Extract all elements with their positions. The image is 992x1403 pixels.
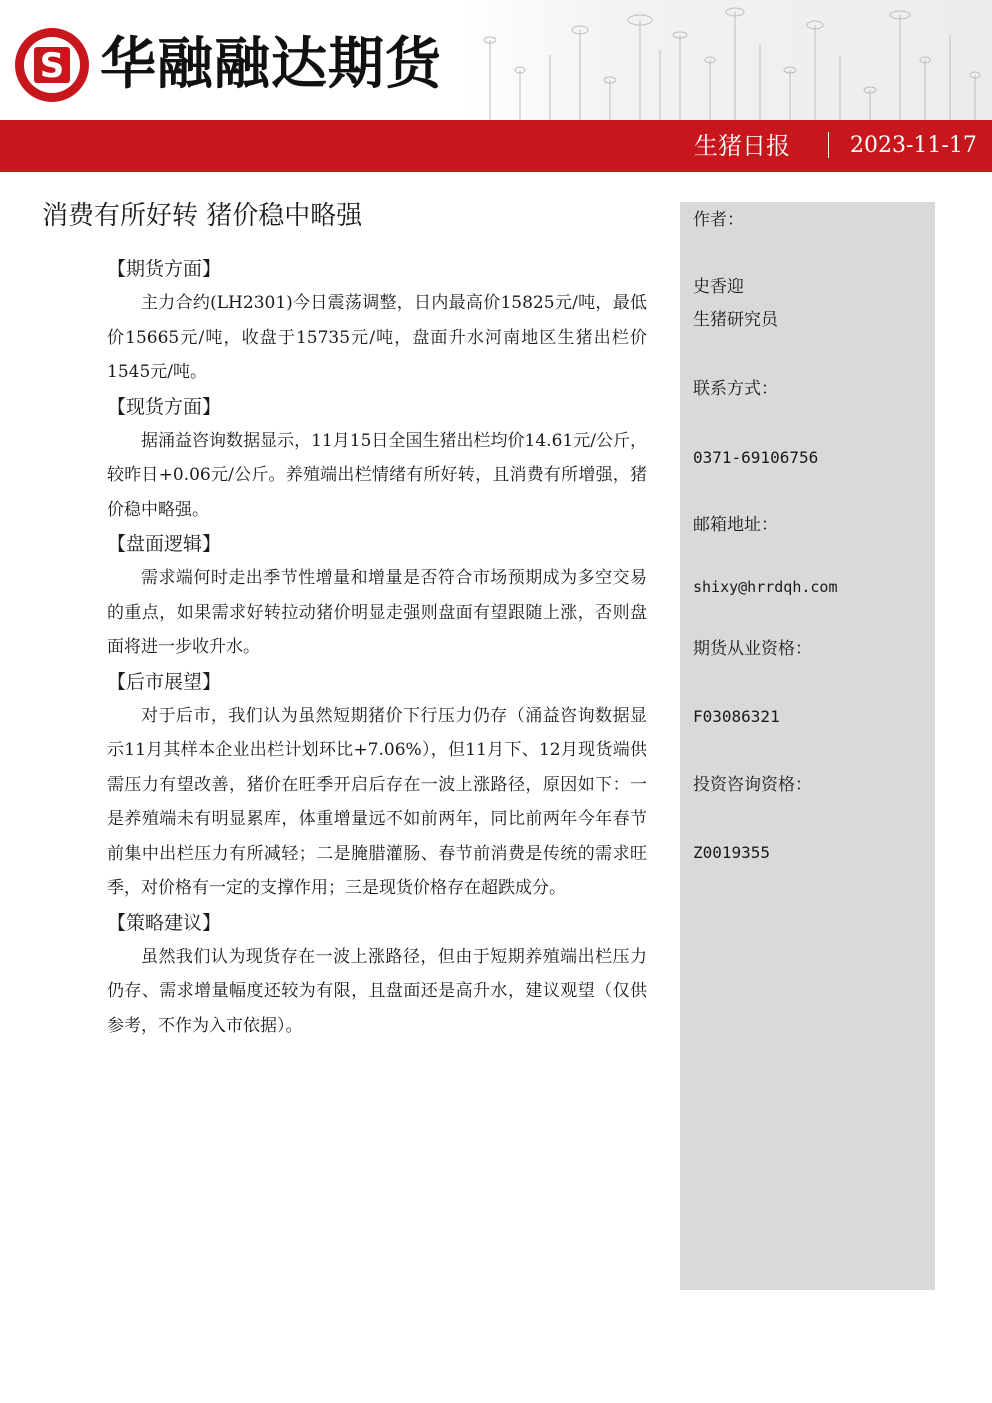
company-name: 华融融达期货: [100, 32, 442, 97]
section-text: 虽然我们认为现货存在一波上涨路径，但由于短期养殖端出栏压力仍存、需求增量幅度还较为有限，且盘面还是高升水，建议观望（仅供参考，不作为入市依据）。: [107, 946, 647, 1036]
report-date: 2023-11-17: [850, 133, 977, 158]
header-separator: [828, 132, 829, 158]
email-address[interactable]: shixy@hrrdqh.com: [693, 578, 838, 596]
page-title: 消费有所好转 猪价稳中略强: [42, 201, 363, 231]
author-label: 作者：: [693, 210, 744, 230]
section-outlook: [107, 665, 647, 906]
author-title: 生猪研究员: [693, 310, 778, 330]
logo-letter: S: [39, 46, 65, 86]
section-strategy: [107, 906, 647, 1044]
section-heading: 【策略建议】: [107, 911, 222, 934]
section-heading: 【现货方面】: [107, 395, 222, 418]
contact-phone: 0371-69106756: [693, 448, 819, 467]
contact-label: 联系方式：: [693, 379, 778, 399]
author-sidebar: [680, 202, 935, 1290]
section-spot: [107, 390, 647, 528]
section-text: 对于后市，我们认为虽然短期猪价下行压力仍存（涌益咨询数据显示11月其样本企业出栏计划环比+7.06%），但11月下、12月现货端供需压力有望改善，猪价在旺季开启后存在一波上涨路径，原因如下：一是养殖端未有明显累库，体重增量远不如前两年，同比前两年今年春节前集中出栏压力有所减轻；二是腌腊灌肠、春节前消费是传统的需求旺季，对价格有一定的支撑作用；三是现货价格存在超跌成分。: [107, 705, 647, 898]
header-decoration: [460, 0, 992, 120]
page-header: [0, 0, 992, 120]
report-body: [107, 252, 647, 1043]
section-text: 据涌益咨询数据显示，11月15日全国生猪出栏均价14.61元/公斤，较昨日+0.06元/公斤。养殖端出栏情绪有所好转，且消费有所增强，猪价稳中略强。: [107, 430, 647, 520]
author-name: 史香迎: [693, 277, 744, 297]
email-label: 邮箱地址：: [693, 515, 778, 535]
section-futures: [107, 252, 647, 390]
section-logic: [107, 527, 647, 665]
futures-qualification-label: 期货从业资格：: [693, 639, 812, 659]
futures-qualification-number: F03086321: [693, 707, 780, 726]
section-text: 主力合约(LH2301)今日震荡调整，日内最高价15825元/吨，最低价15665元/吨，收盘于15735元/吨，盘面升水河南地区生猪出栏价1545元/吨。: [107, 293, 647, 382]
section-heading: 【盘面逻辑】: [107, 533, 222, 555]
report-type: 生猪日报: [694, 132, 790, 160]
section-heading: 【期货方面】: [107, 258, 222, 280]
header-red-bar: [0, 120, 992, 172]
company-logo: [12, 25, 92, 105]
section-heading: 【后市展望】: [107, 670, 222, 693]
investment-qualification-label: 投资咨询资格：: [693, 775, 812, 795]
section-text: 需求端何时走出季节性增量和增量是否符合市场预期成为多空交易的重点，如果需求好转拉动猪价明显走强则盘面有望跟随上涨，否则盘面将进一步收升水。: [107, 568, 647, 657]
investment-qualification-number: Z0019355: [693, 843, 771, 862]
